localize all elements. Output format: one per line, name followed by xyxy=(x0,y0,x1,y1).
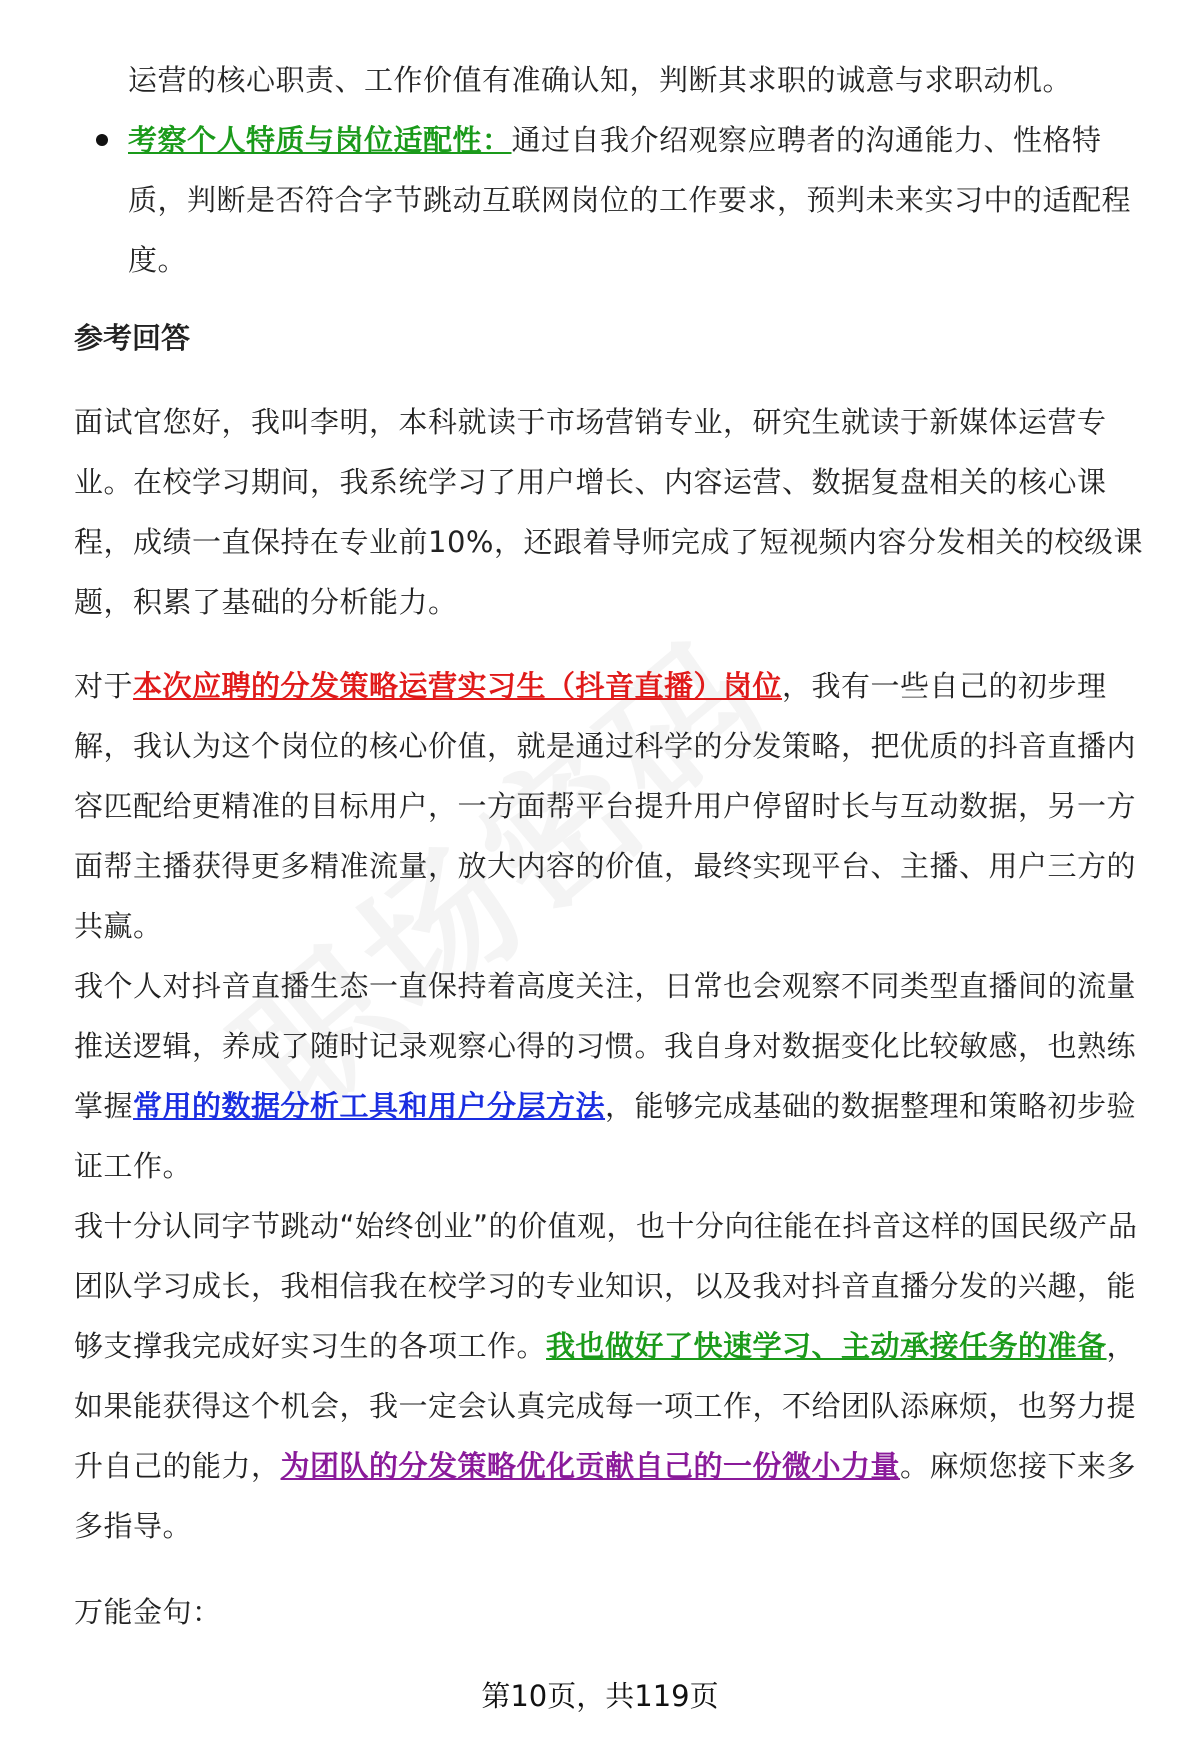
bullet-continuation-text: 运营的核心职责、工作价值有准确认知，判断其求职的诚意与求职动机。 xyxy=(128,63,1073,97)
para2-prefix: 对于 xyxy=(74,669,134,703)
golden-sentence-label: 万能金句： xyxy=(74,1595,222,1629)
para3-highlight: 常用的数据分析工具和用户分层方法 xyxy=(133,1089,606,1123)
para4-prefix: 我十分认同字节跳动“始终创业”的价值观，也十分向往能在抖音这样的国民级产品团队学习成长，我相信我在校学习的专业知识，以及我对抖音直播分发的兴趣，能够支撑我完成好实习生的各项工作。 xyxy=(74,1209,1138,1363)
section-heading: 参考回答 xyxy=(74,321,191,355)
bullet-item xyxy=(128,110,1158,290)
para4-highlight-purple: 为团队的分发策略优化贡献自己的一份微小力量 xyxy=(280,1449,901,1483)
para4-highlight-green: 我也做好了快速学习、主动承接任务的准备 xyxy=(546,1329,1107,1363)
bullet-paragraph xyxy=(128,110,1158,290)
para3-prefix: 我个人对抖音直播生态一直保持着高度关注，日常也会观察不同类型直播间的流量推送逻辑，养成了随时记录观察心得的习惯。我自身对数据变化比较敏感，也熟练掌握 xyxy=(74,969,1137,1123)
para4-suffix: 。麻烦您接下来多多指导。 xyxy=(74,1449,1137,1543)
para2-highlight: 本次应聘的分发策略运营实习生（抖音直播）岗位 xyxy=(133,669,783,703)
answer-paragraph-2 xyxy=(74,656,1160,956)
para3-suffix: ，能够完成基础的数据整理和策略初步验证工作。 xyxy=(74,1089,1137,1183)
answer-paragraph-1: 面试官您好，我叫李明，本科就读于市场营销专业，研究生就读于新媒体运营专业。在校学习期间，我系统学习了用户增长、内容运营、数据复盘相关的核心课程，成绩一直保持在专业前10%，还跟着导师完成了短视频内容分发相关的校级课题，积累了基础的分析能力。 xyxy=(74,405,1143,619)
para4-middle: ，如果能获得这个机会，我一定会认真完成每一项工作，不给团队添麻烦，也努力提升自己的能力， xyxy=(74,1329,1137,1483)
answer-paragraph-3 xyxy=(74,956,1160,1196)
answer-paragraph-4 xyxy=(74,1196,1160,1556)
bullet-label: 考察个人特质与岗位适配性： xyxy=(128,123,512,157)
para2-suffix: ，我有一些自己的初步理解，我认为这个岗位的核心价值，就是通过科学的分发策略，把优质的抖音直播内容匹配给更精准的目标用户，一方面帮平台提升用户停留时长与互动数据，另一方面帮主播获得更多精准流量，放大内容的价值，最终实现平台、主播、用户三方的共赢。 xyxy=(74,669,1137,943)
bullet-text: 通过自我介绍观察应聘者的沟通能力、性格特质，判断是否符合字节跳动互联网岗位的工作要求，预判未来实习中的适配程度。 xyxy=(128,123,1132,277)
bullet-dot-icon xyxy=(96,134,108,146)
page-number-footer: 第10页，共119页 xyxy=(481,1679,719,1713)
